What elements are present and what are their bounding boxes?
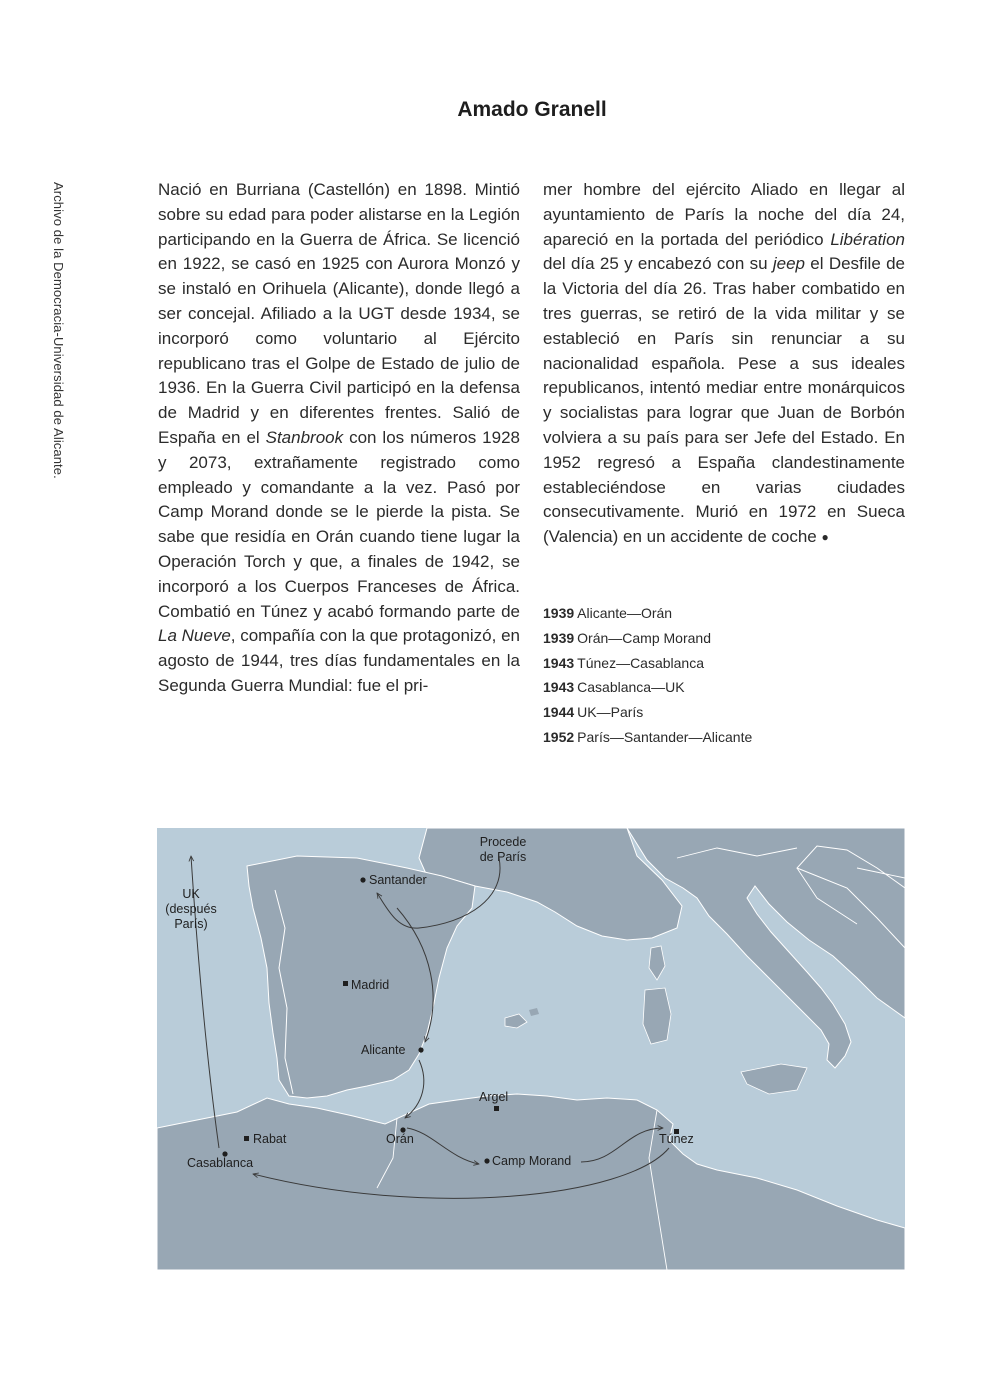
biography-text-left: Nació en Burriana (Castellón) en 1898. Mintió sobre su edad para poder alistarse en la Legión participando en la Guerra de África. Se licenció en 1922, se casó en 1925 con Aurora Monzó y se instaló en Orihuela (Alicante), donde llegó a ser concejal. Afiliado a la UGT desde 1934, se incorporó como voluntario al Ejército republicano tras el Golpe de Estado de julio de 1936. En la Guerra Civil participó en la defensa de Madrid y en diferentes frentes. Salió de España en el Stanbrook con los números 1928 y 2073, extrañamente registrado como empleado y comandante a la vez. Pasó por Camp Morand donde se le pierde la pista. Se sabe que residía en Orán cuando tiene lugar la Operación Torch y que, a finales de 1942, se incorporó a los Cuerpos Franceses de África. Combatió en Túnez y acabó formando parte de La Nueve, compañía con la que protagonizó, en agosto de 1944, tres días fundamentales en la Segunda Guerra Mundial: fue el pri- (158, 180, 520, 695)
label-casablanca: Casablanca (187, 1156, 254, 1170)
label-madrid: Madrid (351, 978, 390, 992)
itinerary-item: 1952 París—Santander—Alicante (543, 728, 753, 745)
label-santander: Santander (369, 873, 427, 887)
uk-note-line3: París) (174, 917, 208, 931)
route-map (157, 828, 905, 1270)
biography-right-column (543, 178, 905, 550)
end-mark: ● (821, 530, 829, 545)
biography-text-right: mer hombre del ejército Aliado en llegar al ayuntamiento de París la noche del día 24, apareció en la portada del periódico Libération del día 25 y encabezó con su jeep el Desfile de la Victoria del día 26. Tras haber combatido en tres guerras, se retiró de la vida militar y se estableció en París sin renunciar a su nacionalidad española. Pese a sus ideales republicanos, intentó mediar entre monárquicos y socialistas para lograr que Juan de Borbón volviera a su país para ser Jefe del Estado. En 1952 regresó a España clandestinamente estableciéndose en varias ciudades consecutivamente. Murió en 1972 en Sueca (Valencia) en un accidente de coche ● (543, 180, 905, 547)
marker-alicante (418, 1047, 423, 1052)
vertical-credit: Archivo de la Democracia-Universidad de Alicante. (51, 182, 66, 479)
label-alicante: Alicante (361, 1043, 406, 1057)
itinerary-item: 1944 UK—París (543, 704, 644, 721)
origin-note-line1: Procede (479, 835, 527, 849)
itinerary-item: 1939 Alicante—Orán (543, 605, 673, 621)
biography-left-column (158, 178, 520, 699)
itinerary-item: 1943 Túnez—Casablanca (543, 654, 705, 671)
itinerary-list (543, 601, 905, 750)
uk-note-line2: (después (165, 902, 217, 916)
marker-camp-morand (484, 1158, 489, 1163)
label-camp-morand: Camp Morand (492, 1154, 572, 1168)
marker-argel (494, 1106, 499, 1111)
label-tunez: Túnez (659, 1132, 694, 1146)
marker-rabat (244, 1136, 249, 1141)
page-title: Amado Granell (457, 98, 607, 121)
marker-santander (360, 877, 365, 882)
itinerary-item: 1943 Casablanca—UK (543, 679, 685, 696)
itinerary-item: 1939 Orán—Camp Morand (543, 629, 711, 646)
origin-note-line2: de París (479, 850, 527, 864)
map-svg (157, 828, 905, 1270)
label-rabat: Rabat (253, 1132, 287, 1146)
marker-madrid (343, 981, 348, 986)
label-oran: Orán (386, 1132, 414, 1146)
uk-note-line1: UK (182, 887, 200, 901)
label-argel: Argel (479, 1090, 509, 1104)
